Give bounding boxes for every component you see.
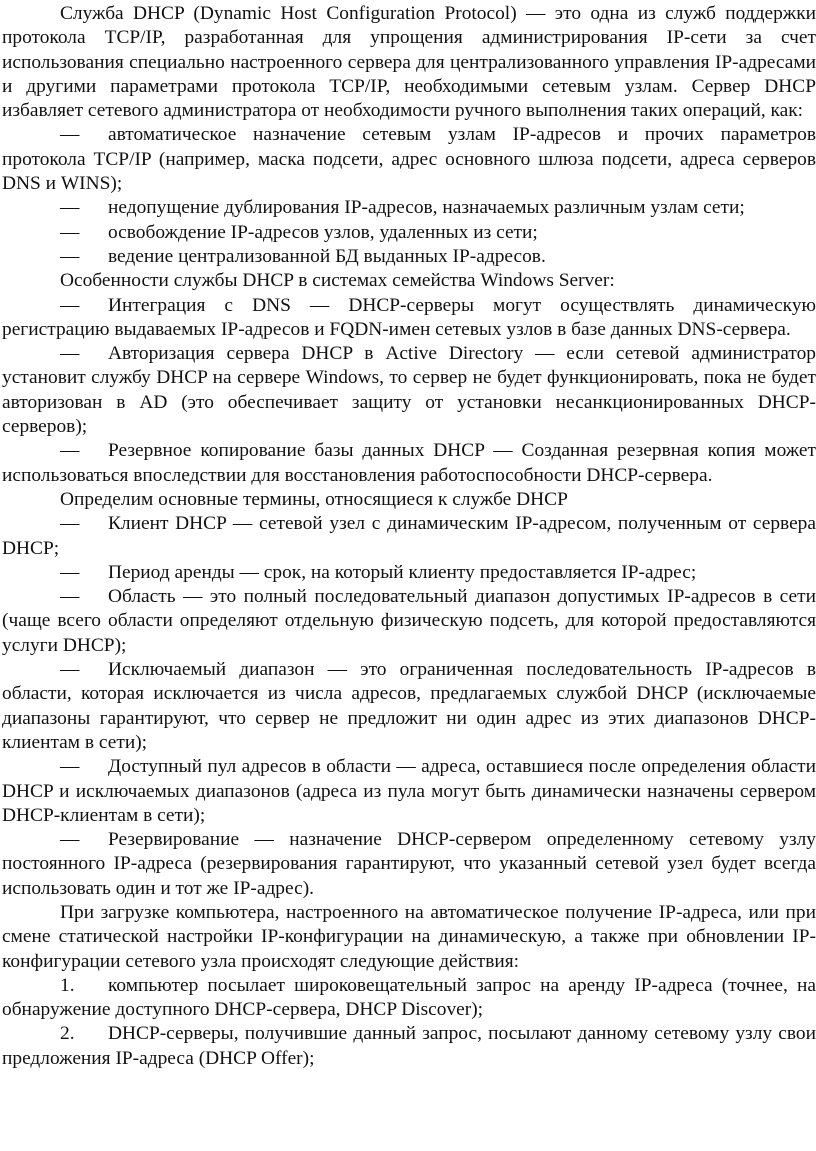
list-item-text: DHCP-серверы, получившие данный запрос, посылают данному сетевому узлу свои предложения IP-адреса (DHCP Offer);	[2, 1023, 816, 1069]
list-item	[2, 658, 816, 755]
paragraph-boot-process: При загрузке компьютера, настроенного на автоматическое получение IP-адреса, или при смене статической настройки IP-конфигурации на динамическую, а также при обновлении IP-конфигурации сетевого узла происходят следующие действия:	[2, 901, 816, 972]
paragraph-features-heading: Особенности службы DHCP в системах семейства Windows Server:	[60, 270, 615, 292]
list-item	[2, 245, 816, 269]
list-item	[2, 221, 816, 245]
list-marker: —	[60, 294, 80, 316]
list-number: 1.	[60, 974, 75, 996]
list-item	[2, 294, 816, 343]
list-item	[2, 828, 816, 901]
list-item-text: автоматическое назначение сетевым узлам IP-адресов и прочих параметров протокола TCP/IP (например, маска подсети, адрес основного шлюза подсети, адреса серверов DNS и WINS);	[2, 124, 816, 195]
list-item-text: Резервное копирование базы данных DHCP — Созданная резервная копия может использоваться впоследствии для восстановления работоспособности DHCP-сервера.	[2, 440, 816, 486]
list-item	[2, 585, 816, 658]
list-item-text: Клиент DHCP — сетевой узел с динамическим IP-адресом, полученным от сервера DHCP;	[2, 513, 816, 559]
list-item-text: Область — это полный последовательный диапазон допустимых IP-адресов в сети (чаще всего области определяют отдельную физическую подсеть, для которой предоставляются услуги DHCP);	[2, 586, 816, 656]
list-marker: —	[60, 197, 80, 219]
list-marker: —	[60, 245, 80, 267]
list-marker: —	[60, 829, 80, 851]
list-item-text: Доступный пул адресов в области — адреса, оставшиеся после определения области DHCP и исключаемых диапазонов (адреса из пула могут быть динамически назначены сервером DHCP-клиентам в сети);	[2, 756, 816, 826]
numbered-item	[2, 1022, 816, 1071]
list-marker: —	[60, 756, 80, 778]
list-item-text: Период аренды — срок, на который клиенту предоставляется IP-адрес;	[108, 561, 697, 583]
list-item-text: ведение централизованной БД выданных IP-адресов.	[108, 245, 546, 267]
list-item-text: Исключаемый диапазон — это ограниченная последовательность IP-адресов в области, которая исключается из числа адресов, предлагаемых службой DHCP (исключаемые диапазоны гарантируют, что сервер не предложит ни один адрес из этих диапазонов DHCP-клиентам в сети);	[2, 659, 816, 753]
list-marker: —	[60, 561, 80, 583]
list-item	[2, 561, 816, 585]
list-marker: —	[60, 440, 80, 462]
list-item-text: Резервирование — назначение DHCP-сервером определенному сетевому узлу постоянного IP-адреса (резервирования гарантируют, что указанный сетевой узел будет всегда использовать один и тот же IP-адрес).	[2, 829, 816, 899]
list-item	[2, 755, 816, 828]
list-marker: —	[60, 124, 80, 146]
list-marker: —	[60, 513, 80, 535]
list-item	[2, 342, 816, 439]
numbered-item	[2, 974, 816, 1023]
paragraph-intro: Служба DHCP (Dynamic Host Configuration Protocol) — это одна из служб поддержки протокола TCP/IP, разработанная для упрощения администрирования IP-сети за счет использования специально настроенного сервера для централизованного управления IP-адресами и другими параметрами протокола TCP/IP, необходимыми сетевым узлам. Сервер DHCP избавляет сетевого администратора от необходимости ручного выполнения таких операций, как:	[2, 3, 816, 122]
paragraph-terms-heading: Определим основные термины, относящиеся к службе DHCP	[60, 488, 568, 510]
list-item	[2, 439, 816, 488]
list-item-text: недопущение дублирования IP-адресов, назначаемых различным узлам сети;	[108, 197, 745, 219]
list-item	[2, 512, 816, 561]
list-marker: —	[60, 659, 80, 681]
list-marker: —	[60, 586, 80, 608]
list-item	[2, 123, 816, 196]
list-item	[2, 196, 816, 220]
list-item-text: Авторизация сервера DHCP в Active Directory — если сетевой администратор установит службу DHCP на сервере Windows, то сервер не будет функционировать, пока не будет авторизован в AD (это обеспечивает защиту от установки несанкционированных DHCP-серверов);	[2, 343, 816, 438]
list-number: 2.	[60, 1023, 75, 1045]
list-marker: —	[60, 343, 80, 365]
list-marker: —	[60, 221, 80, 243]
list-item-text: Интеграция с DNS — DHCP-серверы могут осуществлять динамическую регистрацию выдаваемых IP-адресов и FQDN-имен сетевых узлов в базе данных DNS-сервера.	[2, 294, 816, 340]
list-item-text: освобождение IP-адресов узлов, удаленных из сети;	[108, 221, 538, 243]
list-item-text: компьютер посылает широковещательный запрос на аренду IP-адреса (точнее, на обнаружение доступного DHCP-сервера, DHCP Discover);	[2, 974, 816, 1021]
